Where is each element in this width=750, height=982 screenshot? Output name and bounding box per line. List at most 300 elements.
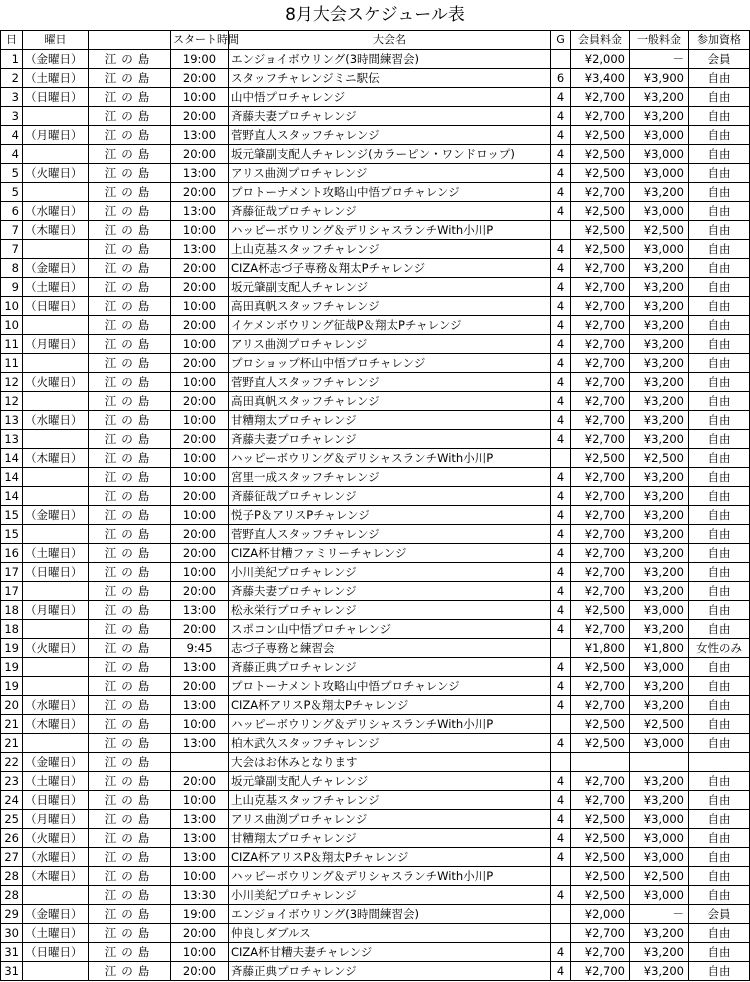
cell-venue: 江の島 (89, 829, 171, 848)
cell-time: 10:00 (171, 221, 229, 240)
table-row (1, 601, 750, 620)
cell-venue: 江の島 (89, 867, 171, 886)
table-row (1, 145, 750, 164)
cell-weekday (23, 430, 89, 449)
cell-event-name: 松永栄行プロチャレンジ (229, 601, 551, 620)
table-row (1, 886, 750, 905)
cell-weekday: （日曜日） (23, 297, 89, 316)
cell-member-fee: ¥2,700 (571, 696, 630, 715)
cell-g: 4 (551, 468, 571, 487)
cell-participation: 自由 (689, 297, 750, 316)
header-general-fee: 一般料金 (630, 31, 689, 50)
cell-participation: 自由 (689, 145, 750, 164)
cell-time: 13:00 (171, 810, 229, 829)
cell-weekday: （金曜日） (23, 753, 89, 772)
cell-member-fee: ¥2,700 (571, 544, 630, 563)
cell-day: 26 (1, 829, 23, 848)
cell-venue: 江の島 (89, 297, 171, 316)
cell-event-name: エンジョイボウリング(3時間練習会) (229, 905, 551, 924)
cell-general-fee: ¥3,200 (630, 297, 689, 316)
cell-venue: 江の島 (89, 848, 171, 867)
cell-day: 29 (1, 905, 23, 924)
cell-time: 20:00 (171, 620, 229, 639)
cell-venue: 江の島 (89, 202, 171, 221)
cell-time: 20:00 (171, 544, 229, 563)
cell-weekday: （日曜日） (23, 88, 89, 107)
cell-venue: 江の島 (89, 544, 171, 563)
cell-day: 10 (1, 297, 23, 316)
cell-participation: 自由 (689, 506, 750, 525)
cell-member-fee: ¥2,500 (571, 145, 630, 164)
page-title: 8月大会スケジュール表 (285, 5, 465, 25)
cell-weekday: （金曜日） (23, 50, 89, 69)
cell-g: 4 (551, 848, 571, 867)
cell-participation: 自由 (689, 715, 750, 734)
cell-time: 20:00 (171, 145, 229, 164)
cell-weekday: （金曜日） (23, 905, 89, 924)
cell-day: 3 (1, 107, 23, 126)
table-row (1, 430, 750, 449)
cell-weekday (23, 145, 89, 164)
cell-member-fee: ¥2,700 (571, 430, 630, 449)
cell-time: 20:00 (171, 924, 229, 943)
cell-venue: 江の島 (89, 468, 171, 487)
table-row (1, 905, 750, 924)
cell-general-fee: ¥3,000 (630, 658, 689, 677)
cell-participation: 自由 (689, 943, 750, 962)
cell-time: 20:00 (171, 107, 229, 126)
cell-venue: 江の島 (89, 734, 171, 753)
cell-event-name: 柏木武久スタッフチャレンジ (229, 734, 551, 753)
cell-member-fee: ¥2,500 (571, 848, 630, 867)
cell-participation: 自由 (689, 164, 750, 183)
table-row (1, 848, 750, 867)
cell-g: 4 (551, 145, 571, 164)
cell-participation: 自由 (689, 221, 750, 240)
header-name: 大会名 (229, 31, 551, 50)
cell-participation: 自由 (689, 924, 750, 943)
cell-event-name: 斉藤正典プロチャレンジ (229, 658, 551, 677)
cell-participation: 自由 (689, 658, 750, 677)
cell-member-fee: ¥2,700 (571, 373, 630, 392)
cell-time: 10:00 (171, 943, 229, 962)
cell-venue: 江の島 (89, 924, 171, 943)
cell-day: 10 (1, 316, 23, 335)
cell-participation: 自由 (689, 886, 750, 905)
table-row (1, 620, 750, 639)
cell-day: 22 (1, 753, 23, 772)
table-row (1, 69, 750, 88)
cell-general-fee: － (630, 50, 689, 69)
cell-day: 28 (1, 886, 23, 905)
cell-participation: 自由 (689, 601, 750, 620)
cell-time: 13:00 (171, 848, 229, 867)
cell-member-fee: ¥2,700 (571, 487, 630, 506)
cell-day: 5 (1, 183, 23, 202)
cell-g: 4 (551, 810, 571, 829)
cell-day: 23 (1, 772, 23, 791)
cell-day: 15 (1, 506, 23, 525)
cell-g: 4 (551, 202, 571, 221)
cell-day: 9 (1, 278, 23, 297)
cell-event-name: CIZA杯アリスP＆翔太Pチャレンジ (229, 848, 551, 867)
table-row (1, 373, 750, 392)
cell-g: 4 (551, 107, 571, 126)
cell-general-fee: ¥3,200 (630, 183, 689, 202)
cell-venue: 江の島 (89, 107, 171, 126)
table-row (1, 791, 750, 810)
table-row (1, 753, 750, 772)
cell-time: 20:00 (171, 69, 229, 88)
table-row (1, 544, 750, 563)
cell-g: 4 (551, 316, 571, 335)
table-row (1, 392, 750, 411)
cell-venue: 江の島 (89, 810, 171, 829)
cell-weekday: （日曜日） (23, 943, 89, 962)
cell-day: 31 (1, 943, 23, 962)
cell-event-name: 大会はお休みとなります (229, 753, 551, 772)
cell-venue: 江の島 (89, 316, 171, 335)
cell-day: 19 (1, 677, 23, 696)
table-row (1, 50, 750, 69)
cell-participation: 自由 (689, 107, 750, 126)
header-row (1, 31, 750, 50)
table-row (1, 658, 750, 677)
cell-general-fee: ¥3,200 (630, 487, 689, 506)
cell-participation: 自由 (689, 449, 750, 468)
cell-member-fee: ¥2,700 (571, 411, 630, 430)
cell-general-fee: ¥2,500 (630, 867, 689, 886)
cell-participation: 自由 (689, 335, 750, 354)
cell-general-fee: ¥3,000 (630, 202, 689, 221)
table-row (1, 316, 750, 335)
cell-member-fee: ¥2,700 (571, 107, 630, 126)
cell-member-fee: ¥2,700 (571, 506, 630, 525)
cell-time: 10:00 (171, 335, 229, 354)
cell-g: 4 (551, 335, 571, 354)
cell-weekday: （月曜日） (23, 810, 89, 829)
table-row (1, 962, 750, 981)
cell-venue: 江の島 (89, 240, 171, 259)
cell-event-name: 宮里一成スタッフチャレンジ (229, 468, 551, 487)
cell-member-fee: ¥2,700 (571, 772, 630, 791)
cell-venue: 江の島 (89, 278, 171, 297)
table-row (1, 259, 750, 278)
cell-weekday: （水曜日） (23, 411, 89, 430)
cell-day: 25 (1, 810, 23, 829)
header-weekday: 曜日 (23, 31, 89, 50)
cell-event-name: 斉藤正典プロチャレンジ (229, 962, 551, 981)
cell-event-name: プロショップ杯山中悟プロチャレンジ (229, 354, 551, 373)
cell-time: 13:00 (171, 240, 229, 259)
cell-day: 28 (1, 867, 23, 886)
cell-g: 4 (551, 734, 571, 753)
cell-member-fee: ¥2,500 (571, 240, 630, 259)
cell-g (551, 905, 571, 924)
cell-g: 4 (551, 791, 571, 810)
cell-time: 20:00 (171, 582, 229, 601)
table-row (1, 240, 750, 259)
cell-general-fee: ¥3,200 (630, 354, 689, 373)
cell-day: 18 (1, 620, 23, 639)
cell-time: 20:00 (171, 183, 229, 202)
cell-venue: 江の島 (89, 335, 171, 354)
cell-event-name: 上山克基スタッフチャレンジ (229, 240, 551, 259)
cell-participation: 自由 (689, 677, 750, 696)
cell-time: 10:00 (171, 563, 229, 582)
cell-weekday: （水曜日） (23, 848, 89, 867)
cell-event-name: イケメンボウリング征哉P＆翔太Pチャレンジ (229, 316, 551, 335)
cell-weekday (23, 525, 89, 544)
cell-event-name: 斉藤征哉プロチャレンジ (229, 487, 551, 506)
cell-participation: 自由 (689, 183, 750, 202)
cell-general-fee: ¥3,200 (630, 696, 689, 715)
table-row (1, 525, 750, 544)
cell-general-fee: ¥3,200 (630, 620, 689, 639)
cell-venue: 江の島 (89, 620, 171, 639)
cell-general-fee: ¥3,200 (630, 468, 689, 487)
cell-venue: 江の島 (89, 430, 171, 449)
cell-participation: 自由 (689, 772, 750, 791)
cell-member-fee: ¥2,700 (571, 525, 630, 544)
cell-general-fee: ¥3,200 (630, 411, 689, 430)
cell-participation: 自由 (689, 525, 750, 544)
cell-member-fee: ¥1,800 (571, 639, 630, 658)
cell-time: 13:00 (171, 126, 229, 145)
cell-g: 4 (551, 696, 571, 715)
cell-event-name: 斉藤征哉プロチャレンジ (229, 202, 551, 221)
cell-day: 16 (1, 544, 23, 563)
cell-general-fee: ¥3,200 (630, 88, 689, 107)
cell-event-name: 小川美紀プロチャレンジ (229, 563, 551, 582)
cell-day: 24 (1, 791, 23, 810)
cell-venue: 江の島 (89, 943, 171, 962)
cell-day: 5 (1, 164, 23, 183)
cell-general-fee: ¥3,200 (630, 107, 689, 126)
cell-weekday: （火曜日） (23, 829, 89, 848)
cell-general-fee: ¥3,200 (630, 525, 689, 544)
table-row (1, 563, 750, 582)
cell-venue: 江の島 (89, 506, 171, 525)
cell-participation: 自由 (689, 696, 750, 715)
table-row (1, 506, 750, 525)
cell-event-name: 山中悟プロチャレンジ (229, 88, 551, 107)
cell-participation: 自由 (689, 829, 750, 848)
cell-day: 7 (1, 240, 23, 259)
cell-g: 4 (551, 278, 571, 297)
cell-venue: 江の島 (89, 772, 171, 791)
cell-general-fee: ¥3,000 (630, 164, 689, 183)
table-row (1, 278, 750, 297)
cell-day: 19 (1, 639, 23, 658)
cell-member-fee: ¥2,700 (571, 335, 630, 354)
cell-participation: 自由 (689, 487, 750, 506)
table-row (1, 202, 750, 221)
cell-event-name: 坂元肇副支配人チャレンジ (229, 278, 551, 297)
table-row (1, 164, 750, 183)
cell-participation: 自由 (689, 202, 750, 221)
table-row (1, 943, 750, 962)
cell-g: 4 (551, 411, 571, 430)
cell-weekday: （火曜日） (23, 639, 89, 658)
cell-participation: 会員 (689, 905, 750, 924)
cell-time: 13:00 (171, 164, 229, 183)
cell-participation: 自由 (689, 316, 750, 335)
table-row (1, 772, 750, 791)
cell-day: 6 (1, 202, 23, 221)
cell-participation: 自由 (689, 468, 750, 487)
cell-day: 12 (1, 392, 23, 411)
cell-participation: 自由 (689, 563, 750, 582)
cell-member-fee: ¥2,000 (571, 905, 630, 924)
cell-member-fee: ¥2,500 (571, 126, 630, 145)
table-row (1, 715, 750, 734)
table-row (1, 221, 750, 240)
cell-event-name: 高田真帆スタッフチャレンジ (229, 392, 551, 411)
cell-weekday (23, 354, 89, 373)
cell-g: 4 (551, 88, 571, 107)
cell-event-name: 高田真帆スタッフチャレンジ (229, 297, 551, 316)
cell-member-fee: ¥2,500 (571, 810, 630, 829)
cell-day: 11 (1, 335, 23, 354)
cell-venue: 江の島 (89, 221, 171, 240)
cell-weekday: （日曜日） (23, 791, 89, 810)
cell-event-name: ハッピーボウリング＆デリシャスランチWith小川P (229, 867, 551, 886)
cell-time: 10:00 (171, 867, 229, 886)
cell-g: 4 (551, 373, 571, 392)
cell-venue: 江の島 (89, 259, 171, 278)
cell-time (171, 753, 229, 772)
cell-general-fee: ¥3,200 (630, 563, 689, 582)
cell-g: 4 (551, 943, 571, 962)
cell-g (551, 449, 571, 468)
cell-participation: 女性のみ (689, 639, 750, 658)
cell-event-name: ハッピーボウリング＆デリシャスランチWith小川P (229, 449, 551, 468)
cell-g: 4 (551, 544, 571, 563)
cell-event-name: 菅野直人スタッフチャレンジ (229, 525, 551, 544)
cell-member-fee: ¥2,700 (571, 791, 630, 810)
cell-event-name: ハッピーボウリング＆デリシャスランチWith小川P (229, 715, 551, 734)
cell-general-fee: ¥3,200 (630, 962, 689, 981)
cell-g: 4 (551, 297, 571, 316)
cell-event-name: プロトーナメント攻略山中悟プロチャレンジ (229, 677, 551, 696)
cell-day: 21 (1, 734, 23, 753)
cell-day: 17 (1, 563, 23, 582)
cell-venue: 江の島 (89, 962, 171, 981)
cell-time: 10:00 (171, 411, 229, 430)
cell-time: 13:00 (171, 601, 229, 620)
cell-participation: 自由 (689, 582, 750, 601)
cell-g: 4 (551, 354, 571, 373)
table-row (1, 639, 750, 658)
cell-member-fee: ¥3,400 (571, 69, 630, 88)
cell-g: 4 (551, 506, 571, 525)
cell-weekday: （火曜日） (23, 164, 89, 183)
cell-venue: 江の島 (89, 354, 171, 373)
cell-event-name: 坂元肇副支配人チャレンジ (229, 772, 551, 791)
cell-g: 4 (551, 183, 571, 202)
cell-g (551, 867, 571, 886)
table-row (1, 829, 750, 848)
cell-g (551, 924, 571, 943)
cell-participation: 自由 (689, 259, 750, 278)
cell-weekday: （土曜日） (23, 278, 89, 297)
cell-g: 4 (551, 620, 571, 639)
cell-weekday (23, 886, 89, 905)
cell-time: 10:00 (171, 791, 229, 810)
cell-time: 20:00 (171, 316, 229, 335)
cell-time: 10:00 (171, 373, 229, 392)
cell-venue: 江の島 (89, 525, 171, 544)
cell-g (551, 753, 571, 772)
cell-event-name: 上山克基スタッフチャレンジ (229, 791, 551, 810)
cell-venue: 江の島 (89, 715, 171, 734)
cell-time: 10:00 (171, 468, 229, 487)
header-g: G (551, 31, 571, 50)
table-row (1, 335, 750, 354)
cell-event-name: プロトーナメント攻略山中悟プロチャレンジ (229, 183, 551, 202)
cell-venue: 江の島 (89, 677, 171, 696)
cell-day: 4 (1, 145, 23, 164)
cell-general-fee: ¥3,200 (630, 316, 689, 335)
cell-g: 4 (551, 601, 571, 620)
cell-member-fee: ¥2,700 (571, 183, 630, 202)
cell-weekday: （水曜日） (23, 202, 89, 221)
cell-weekday: （木曜日） (23, 715, 89, 734)
cell-participation: 自由 (689, 791, 750, 810)
cell-g (551, 639, 571, 658)
cell-participation: 自由 (689, 126, 750, 145)
cell-weekday (23, 658, 89, 677)
cell-g: 4 (551, 487, 571, 506)
cell-event-name: CIZA杯甘糟夫妻チャレンジ (229, 943, 551, 962)
cell-weekday: （木曜日） (23, 221, 89, 240)
cell-event-name: 甘糟翔太プロチャレンジ (229, 829, 551, 848)
cell-venue: 江の島 (89, 639, 171, 658)
cell-weekday: （木曜日） (23, 867, 89, 886)
cell-time: 20:00 (171, 430, 229, 449)
cell-participation: 自由 (689, 88, 750, 107)
header-day: 日 (1, 31, 23, 50)
cell-participation: 自由 (689, 867, 750, 886)
table-row (1, 924, 750, 943)
cell-weekday (23, 468, 89, 487)
cell-g: 6 (551, 69, 571, 88)
cell-g: 4 (551, 582, 571, 601)
cell-time: 20:00 (171, 772, 229, 791)
cell-time: 13:00 (171, 829, 229, 848)
cell-general-fee: ¥3,000 (630, 126, 689, 145)
cell-participation: 会員 (689, 50, 750, 69)
cell-member-fee: ¥2,500 (571, 867, 630, 886)
cell-time: 19:00 (171, 50, 229, 69)
cell-event-name: アリス曲渕プロチャレンジ (229, 164, 551, 183)
cell-weekday: （土曜日） (23, 924, 89, 943)
cell-general-fee: ¥3,000 (630, 829, 689, 848)
cell-venue: 江の島 (89, 449, 171, 468)
table-row (1, 734, 750, 753)
cell-g: 4 (551, 677, 571, 696)
cell-participation: 自由 (689, 354, 750, 373)
cell-weekday: （水曜日） (23, 696, 89, 715)
cell-venue: 江の島 (89, 373, 171, 392)
cell-event-name: 坂元肇副支配人チャレンジ(カラーピン・ワンドロップ) (229, 145, 551, 164)
cell-weekday (23, 107, 89, 126)
cell-venue: 江の島 (89, 164, 171, 183)
cell-event-name: 志づ子専務と練習会 (229, 639, 551, 658)
cell-member-fee (571, 753, 630, 772)
cell-g: 4 (551, 392, 571, 411)
